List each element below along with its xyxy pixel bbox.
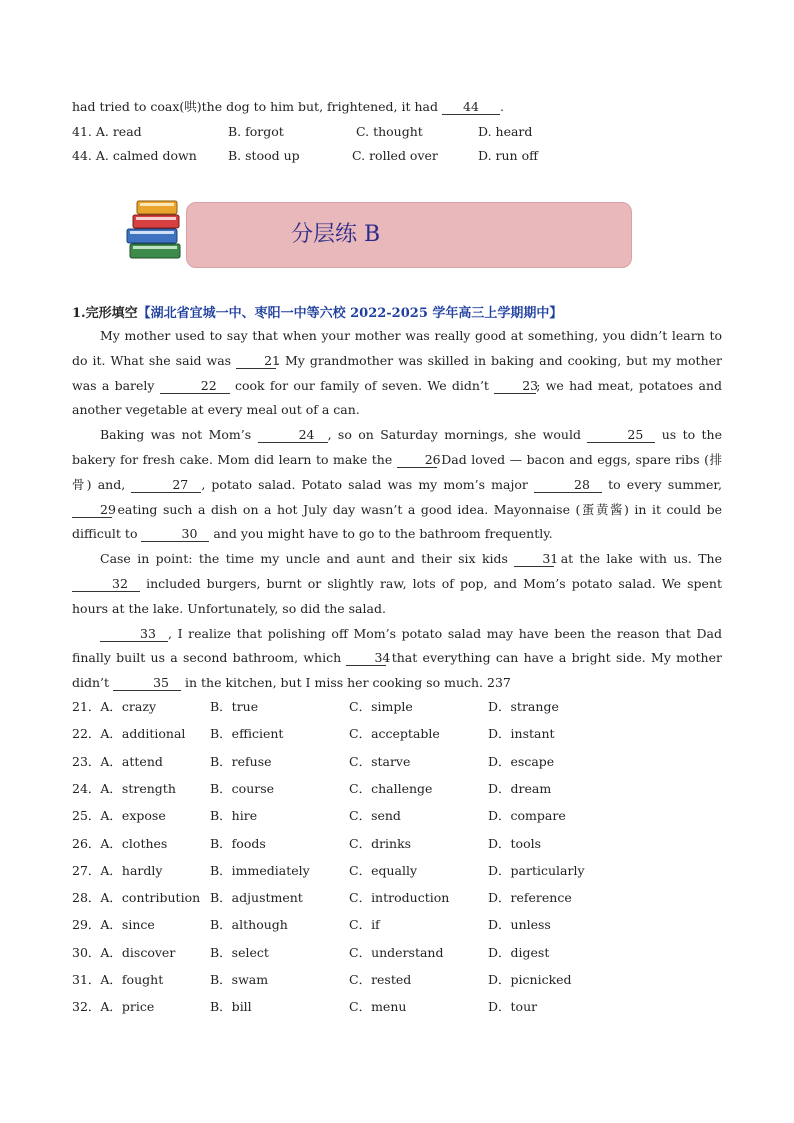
answer-option: 28．A．contribution: [72, 890, 201, 906]
paragraph-4: 33 , I realize that polishing off Mom’s potato salad may have been the reason that Dad finally built us a second bathroom, which 34 that everything can have a bright side. My mother didn’t 35 in the kitchen, but I miss her cooking so much. 237: [72, 625, 722, 691]
answer-option: 24．A．strength: [72, 780, 176, 796]
answer-row: [72, 779, 712, 799]
answer-option: B．efficient: [210, 726, 284, 742]
answer-option: D．particularly: [488, 862, 585, 878]
banner-box: [186, 202, 632, 268]
answer-row: [72, 943, 712, 963]
answer-row: [72, 752, 712, 772]
question-source: 【湖北省宜城一中、枣阳一中等六校 2022-2025 学年高三上学期期中】: [137, 306, 563, 321]
answer-option: D．tour: [488, 999, 538, 1015]
blank-29: 29: [72, 503, 112, 518]
blank-22: 22: [160, 379, 230, 394]
question-title: 1.完形填空【湖北省宜城一中、枣阳一中等六校 2022-2025 学年高三上学期期中】: [72, 306, 563, 321]
answer-row: [72, 915, 712, 935]
answer-option: B．adjustment: [210, 890, 303, 906]
answer-option: 30．A．discover: [72, 944, 176, 960]
blank-34: 34: [346, 651, 386, 666]
answer-option: D．reference: [488, 890, 572, 906]
blank-31: 31: [514, 552, 554, 567]
answer-row: [72, 997, 712, 1017]
answer-option: D．instant: [488, 726, 555, 742]
answer-option: 21．A．crazy: [72, 699, 157, 714]
answer-option: 26．A．clothes: [72, 835, 168, 851]
section-banner: [124, 198, 634, 270]
answer-option: C．equally: [349, 862, 418, 878]
answer-option: B．course: [210, 780, 275, 796]
answer-option: C．menu: [349, 999, 407, 1015]
answer-option: B．true: [210, 699, 259, 714]
answer-option: 25．A．expose: [72, 808, 166, 824]
blank-28: 28: [534, 478, 602, 493]
answer-option: D．unless: [488, 917, 551, 933]
blank-30: 30: [141, 527, 209, 542]
document-page: had tried to coax(哄)the dog to him but, frightened, it had 44 . 41. A. read B. forgot C. thought D. heard 44. A. calmed down B. stood up C. rolled over D. run off 分层练 B 1.完形填空【湖北省宜城一中、枣阳一中等六校 2022-2025 学年高三上学期期中】 My mother used to say that when your mother was really good at something, you didn’t learn to do it. What she said was 21. My grandmother was skilled in baking and cooking, but my mother was a barely 22 cook for our family of seven. We didn’t 23; we had meat, potatoes and another vegetable at every meal out of a can. Baking was not Mom’s 24 , so on Saturday mornings, she would 25 us to the bakery for fresh cake. Mom did learn to make the 26 Dad loved — bacon and eggs, spare ribs (排骨) and, 27 , potato salad. Potato salad was my mom’s major 28 to every summer, 29 eating such a dish on a hot July day wasn’t a good idea. Mayonnaise (蛋黄酱) in it could be difficult to 30 and you might have to go to the bathroom frequently. Case in point: the time my uncle and aunt and their six kids 31 at the lake with us. The 32 included burgers, burnt or slightly raw, lots of pop, and Mom’s potato salad. We spent hours at the lake. Unfortunately, so did the salad. 33 , I realize that polishing off Mom’s potato salad may have been the reason that Dad finally built us a second bathroom, which 34 that everything can have a bright side. My mother didn’t 35 in the kitchen, but I miss her cooking so much. 237 21．A．crazy B．true C．simple D．strange 22．A．additional B．efficient C．acceptable D．instant 23．A．attend B．refuse C．starve D．escape 24．A．strength B．course C．challenge D．dream 25．A．expose B．hire C．send D．compare 26．A．clothes B．foods C．drinks D．tools 27．A．hardly B．immediately C．equally D．particularly 28．A．contribution B．adjustment C．introduction D．reference 29．A．since B．although C．if D．unless 30．A．discover B．select C．understand D．digest 31．A．fought B．swam C．rested D．picnicked 32．A．price B．bill C．menu D．tour: [0, 0, 794, 1123]
answer-option: C．acceptable: [349, 726, 440, 742]
carryover-text: had tried to coax(哄)the dog to him but, frightened, it had: [72, 99, 442, 114]
answer-option: 31．A．fought: [72, 972, 164, 987]
blank-21: 21: [236, 354, 276, 369]
answer-option: B．select: [210, 944, 269, 960]
cloze-passage: [72, 324, 722, 696]
blank-25: 25: [587, 428, 655, 443]
answer-row: [72, 834, 712, 854]
answer-option: 23．A．attend: [72, 753, 163, 769]
answer-option: C．send: [349, 808, 401, 824]
blank-35: 35: [113, 676, 181, 691]
books-stack-icon: [124, 198, 186, 264]
answer-row: [72, 806, 712, 826]
answer-option: B．hire: [210, 808, 258, 824]
blank-23: 23: [494, 379, 536, 394]
paragraph-2: Baking was not Mom’s 24 , so on Saturday mornings, she would 25 us to the bakery for fresh cake. Mom did learn to make the 26 Dad loved — bacon and eggs, spare ribs (排骨) and, 27 , potato salad. Potato salad was my mom’s major 28 to every summer, 29 eating such a dish on a hot July day wasn’t a good idea. Mayonnaise (蛋黄酱) in it could be difficult to 30 and you might have to go to the bathroom frequently.: [72, 427, 722, 542]
answer-row: [72, 861, 712, 881]
answer-row: [72, 970, 712, 990]
answer-option: B．bill: [210, 999, 252, 1015]
answer-option: D．picnicked: [488, 972, 572, 987]
answer-option: B．swam: [210, 972, 269, 987]
answer-option: D．strange: [488, 699, 559, 714]
answer-option: D．compare: [488, 808, 566, 824]
answer-option: B．immediately: [210, 862, 310, 878]
answer-option: D．dream: [488, 780, 552, 796]
blank-27: 27: [131, 478, 201, 493]
blank-32: 32: [72, 577, 140, 592]
answer-option: C．introduction: [349, 890, 450, 906]
carryover-line: had tried to coax(哄)the dog to him but, frightened, it had 44 .: [72, 99, 504, 114]
answer-row: [72, 697, 712, 717]
answer-option: C．if: [349, 917, 380, 933]
answer-option: 32．A．price: [72, 999, 155, 1015]
answer-option: C．starve: [349, 753, 411, 769]
answer-option: 22．A．additional: [72, 726, 186, 742]
answer-option: C．understand: [349, 944, 444, 960]
blank-26: 26: [397, 453, 437, 468]
answer-option: C．drinks: [349, 835, 412, 851]
paragraph-3: Case in point: the time my uncle and aunt and their six kids 31 at the lake with us. The 32 included burgers, burnt or slightly raw, lots of pop, and Mom’s potato salad. We spent hours at the lake. Unfortunately, so did the salad.: [72, 551, 722, 616]
answer-option: 29．A．since: [72, 917, 155, 933]
answer-option: 27．A．hardly: [72, 862, 163, 878]
paragraph-1: My mother used to say that when your mother was really good at something, you didn’t learn to do it. What she said was 21. My grandmother was skilled in baking and cooking, but my mother was a barely 22 cook for our family of seven. We didn’t 23; we had meat, potatoes and another vegetable at every meal out of a can.: [72, 328, 722, 418]
blank-33: 33: [100, 627, 168, 642]
answer-option: C．rested: [349, 972, 412, 987]
answer-option: B．foods: [210, 835, 266, 851]
answer-option: C．simple: [349, 699, 413, 714]
answer-option: D．digest: [488, 944, 550, 960]
answer-option: B．refuse: [210, 753, 272, 769]
blank-44: 44: [442, 100, 500, 115]
answer-option: B．although: [210, 917, 288, 933]
banner-title: 分层练 B: [291, 222, 381, 247]
answer-row: [72, 888, 712, 908]
answer-option: C．challenge: [349, 780, 433, 796]
answer-option: D．escape: [488, 753, 555, 769]
blank-24: 24: [258, 428, 328, 443]
answer-option: D．tools: [488, 835, 542, 851]
answer-row: [72, 724, 712, 744]
